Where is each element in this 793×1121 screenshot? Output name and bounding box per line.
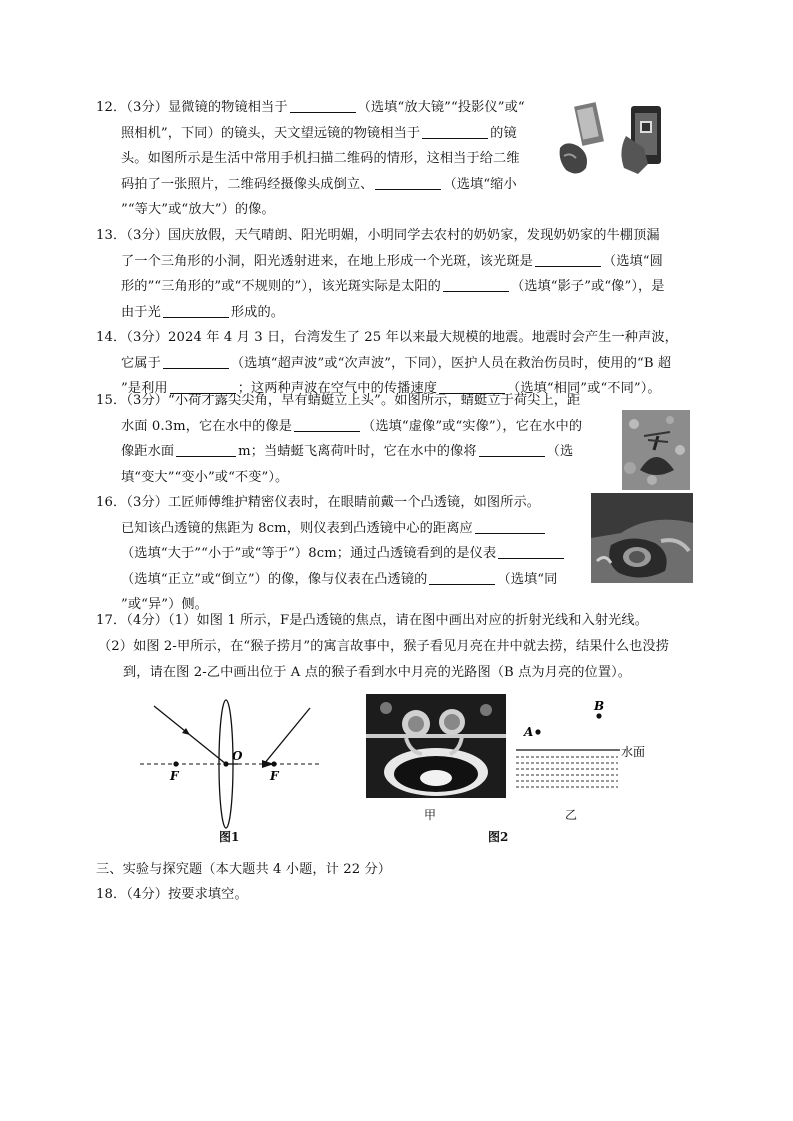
q15-blank-2[interactable]	[176, 442, 236, 457]
q17-text: （2）如图 2-甲所示，在“猴子捞月”的寓言故事中，猴子看见月亮在井中就去捞，结果什么也没捞	[98, 639, 670, 654]
q17-text: 到，请在图 2-乙中画出位于 A 点的猴子看到水中月亮的光路图（B 点为月亮的位置）。	[123, 664, 632, 680]
section-title: 三、实验与探究题（本大题共 4 小题，计 22 分）	[96, 862, 392, 877]
q16-text: ”或“异”）侧。	[121, 597, 208, 613]
q14-text: （选填“超声波”或“次声波”，下同），医护人员在救治伤员时，使用的“B 超	[230, 355, 672, 371]
q12-blank-1[interactable]	[290, 98, 356, 113]
figure-1-lens-diagram	[140, 698, 330, 844]
figure-2-sub-jia: 甲	[424, 808, 437, 822]
point-b	[596, 713, 601, 718]
phone-scan-photo	[556, 96, 678, 192]
q15-text: 水面 0.3m，它在水中的像是	[121, 418, 293, 434]
question-18	[96, 882, 248, 908]
q12-text: 头。如图所示是生活中常用手机扫描二维码的情形，这相当于给二维	[121, 151, 520, 167]
q14-text: ；这两种声波在空气中的传播速度	[237, 381, 438, 397]
question-13	[96, 223, 665, 325]
q16-blank-3[interactable]	[429, 570, 495, 585]
q14-text: 14．（3分）2024 年 4 月 3 日，台湾发生了 25 年以来最大规模的地震。地震时会产生一种声波，	[96, 330, 678, 345]
q15-text: 15．（3分）“小荷才露尖尖角，早有蜻蜓立上头”。如图所示，蜻蜓立于荷尖上，距	[96, 393, 581, 408]
q13-blank-1[interactable]	[535, 252, 601, 267]
q15-text: 填“变大”“变小”或“不变”）。	[121, 469, 289, 485]
q14-text: 它属于	[121, 355, 161, 371]
q12-text: （选填“缩小	[443, 176, 517, 192]
question-17	[96, 608, 648, 634]
q17-text: 17．（4分）（1）如图 1 所示，F是凸透镜的焦点，请在图中画出对应的折射光线和入射光线。	[96, 613, 649, 628]
water-surface-label: 水面	[621, 745, 646, 759]
q12-text: 12．（3分）显微镜的物镜相当于	[96, 100, 288, 115]
label-o: O	[232, 749, 243, 763]
q16-text: （选填“正立”或“倒立”）的像，像与仪表在凸透镜的	[121, 571, 428, 587]
question-16	[96, 490, 566, 618]
label-f-right: F	[270, 769, 279, 783]
q12-blank-3[interactable]	[375, 175, 441, 190]
outgoing-ray	[264, 708, 310, 764]
q12-text: （选填“放大镜”“投影仪”或“	[357, 100, 525, 115]
figure-1-caption: 图1	[219, 830, 240, 844]
q13-text: 由于光	[121, 304, 161, 320]
q13-text: 了一个三角形的小洞，阳光透射进来，在地上形成一个光斑，该光斑是	[121, 253, 533, 269]
q12-text: 码拍了一张照片，二维码经摄像头成倒立、	[121, 176, 374, 192]
q16-text: 16．（3分）工匠师傅维护精密仪表时，在眼睛前戴一个凸透镜，如图所示。	[96, 495, 541, 510]
q18-text: 18．（4分）按要求填空。	[96, 887, 248, 902]
monkeys-well-photo	[366, 694, 506, 798]
label-a: A	[524, 725, 534, 739]
q16-text: （选填“同	[497, 571, 558, 587]
optical-center	[223, 761, 228, 766]
question-17-part2	[98, 634, 669, 685]
q14-text: ”是利用	[121, 381, 168, 397]
q16-text: （选填“大于”“小于”或“等于”）8cm；通过凸透镜看到的是仪表	[121, 546, 497, 562]
q15-text: （选填“虚像”或“实像”），它在水中的	[362, 418, 583, 434]
q13-text: （选填“圆	[602, 253, 663, 269]
question-15	[96, 388, 582, 490]
q15-text: m；当蜻蜓飞离荷叶时，它在水中的像将	[238, 444, 477, 460]
q13-text: 形成的。	[230, 304, 285, 320]
q16-text: 已知该凸透镜的焦距为 8cm，则仪表到凸透镜中心的距离应	[121, 520, 473, 536]
focal-point-right	[271, 761, 276, 766]
q12-text: 照相机”，下同）的镜头，天文望远镜的物镜相当于	[121, 125, 421, 141]
q13-blank-3[interactable]	[163, 303, 229, 318]
q13-blank-2[interactable]	[443, 277, 509, 292]
label-b: B	[594, 699, 605, 713]
q15-blank-3[interactable]	[479, 442, 545, 457]
q16-blank-2[interactable]	[498, 544, 564, 559]
figure-2-water-diagram	[516, 694, 656, 812]
q16-blank-1[interactable]	[475, 519, 545, 534]
section-3-heading	[96, 857, 391, 883]
q15-text: （选	[546, 444, 574, 460]
label-f-left: F	[170, 769, 179, 783]
q13-text: 13．（3分）国庆放假，天气晴朗、阳光明媚，小明同学去农村的奶奶家，发现奶奶家的牛棚顶漏	[96, 228, 660, 243]
figure-2-caption: 图2	[488, 830, 509, 844]
q15-blank-1[interactable]	[294, 417, 360, 432]
dragonfly-lotus-photo	[622, 410, 690, 490]
q12-text: 的镜	[490, 125, 517, 141]
figure-2-sub-yi: 乙	[565, 808, 578, 822]
q12-blank-2[interactable]	[422, 124, 488, 139]
q14-text: （选填“相同”或“不同”）。	[507, 381, 661, 397]
q15-text: 像距水面	[121, 444, 175, 460]
question-12	[96, 95, 525, 223]
q13-text: 形的”“三角形的”或“不规则的”），该光斑实际是太阳的	[121, 279, 441, 295]
q14-blank-1[interactable]	[163, 354, 229, 369]
q13-text: （选填“影子”或“像”），是	[510, 279, 665, 295]
craftsman-loupe-photo	[591, 493, 693, 583]
focal-point-left	[173, 761, 178, 766]
point-a	[535, 729, 540, 734]
q12-text: ”“等大”或“放大”）的像。	[121, 202, 275, 218]
